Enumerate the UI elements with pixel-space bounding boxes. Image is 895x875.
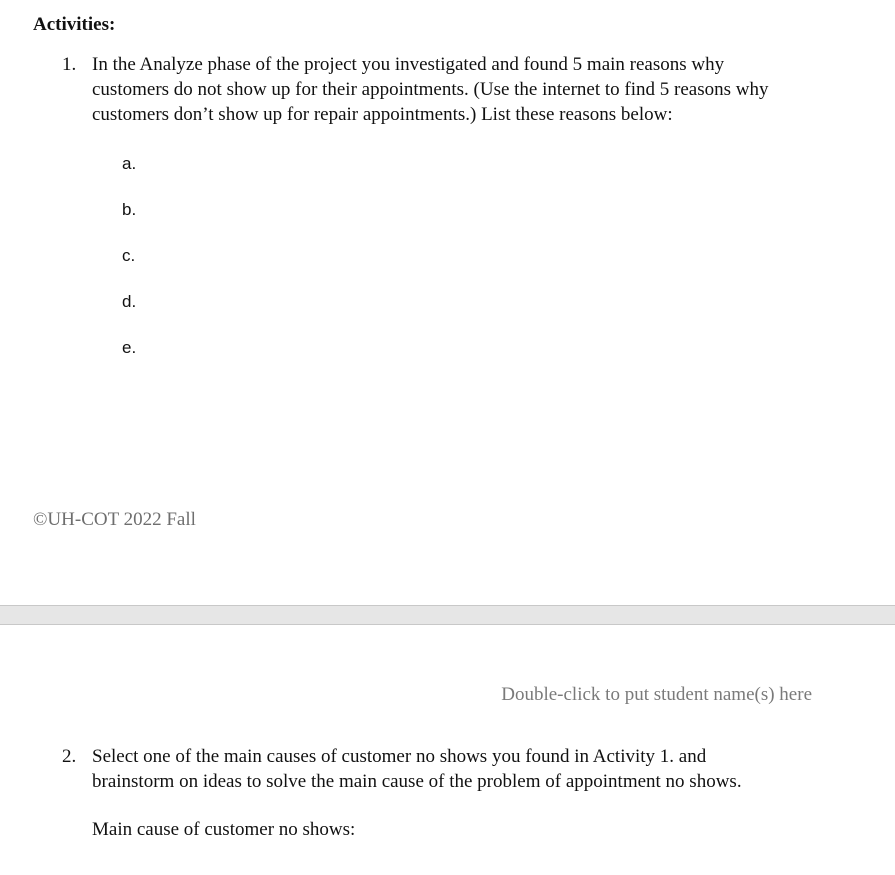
page-break-separator <box>0 605 895 625</box>
activity-2-number: 2. <box>62 746 77 767</box>
answer-item-b: b. <box>122 200 137 219</box>
activity-2-line: Select one of the main causes of customer no shows you found in Activity 1. and <box>92 746 707 767</box>
document-page-2 <box>0 625 895 875</box>
activity-2-text <box>92 744 742 794</box>
answer-item-e: e. <box>122 338 137 357</box>
student-name-field[interactable]: Double-click to put student name(s) here <box>501 684 812 705</box>
copyright-footer: ©UH-COT 2022 Fall <box>33 509 196 530</box>
activity-1-text <box>92 52 769 127</box>
answer-item-d: d. <box>122 292 137 311</box>
activity-1-line: customers don’t show up for repair appointments.) List these reasons below: <box>92 104 673 125</box>
answer-item-a: a. <box>122 154 137 173</box>
activities-heading: Activities: <box>33 14 116 35</box>
activity-1-line: In the Analyze phase of the project you investigated and found 5 main reasons why <box>92 54 725 75</box>
activity-2-line: brainstorm on ideas to solve the main cause of the problem of appointment no shows. <box>92 771 742 792</box>
activity-1-number: 1. <box>62 54 77 75</box>
main-cause-label: Main cause of customer no shows: <box>92 819 356 840</box>
answer-item-c: c. <box>122 246 136 265</box>
activity-1-line: customers do not show up for their appointments. (Use the internet to find 5 reasons why <box>92 79 769 100</box>
